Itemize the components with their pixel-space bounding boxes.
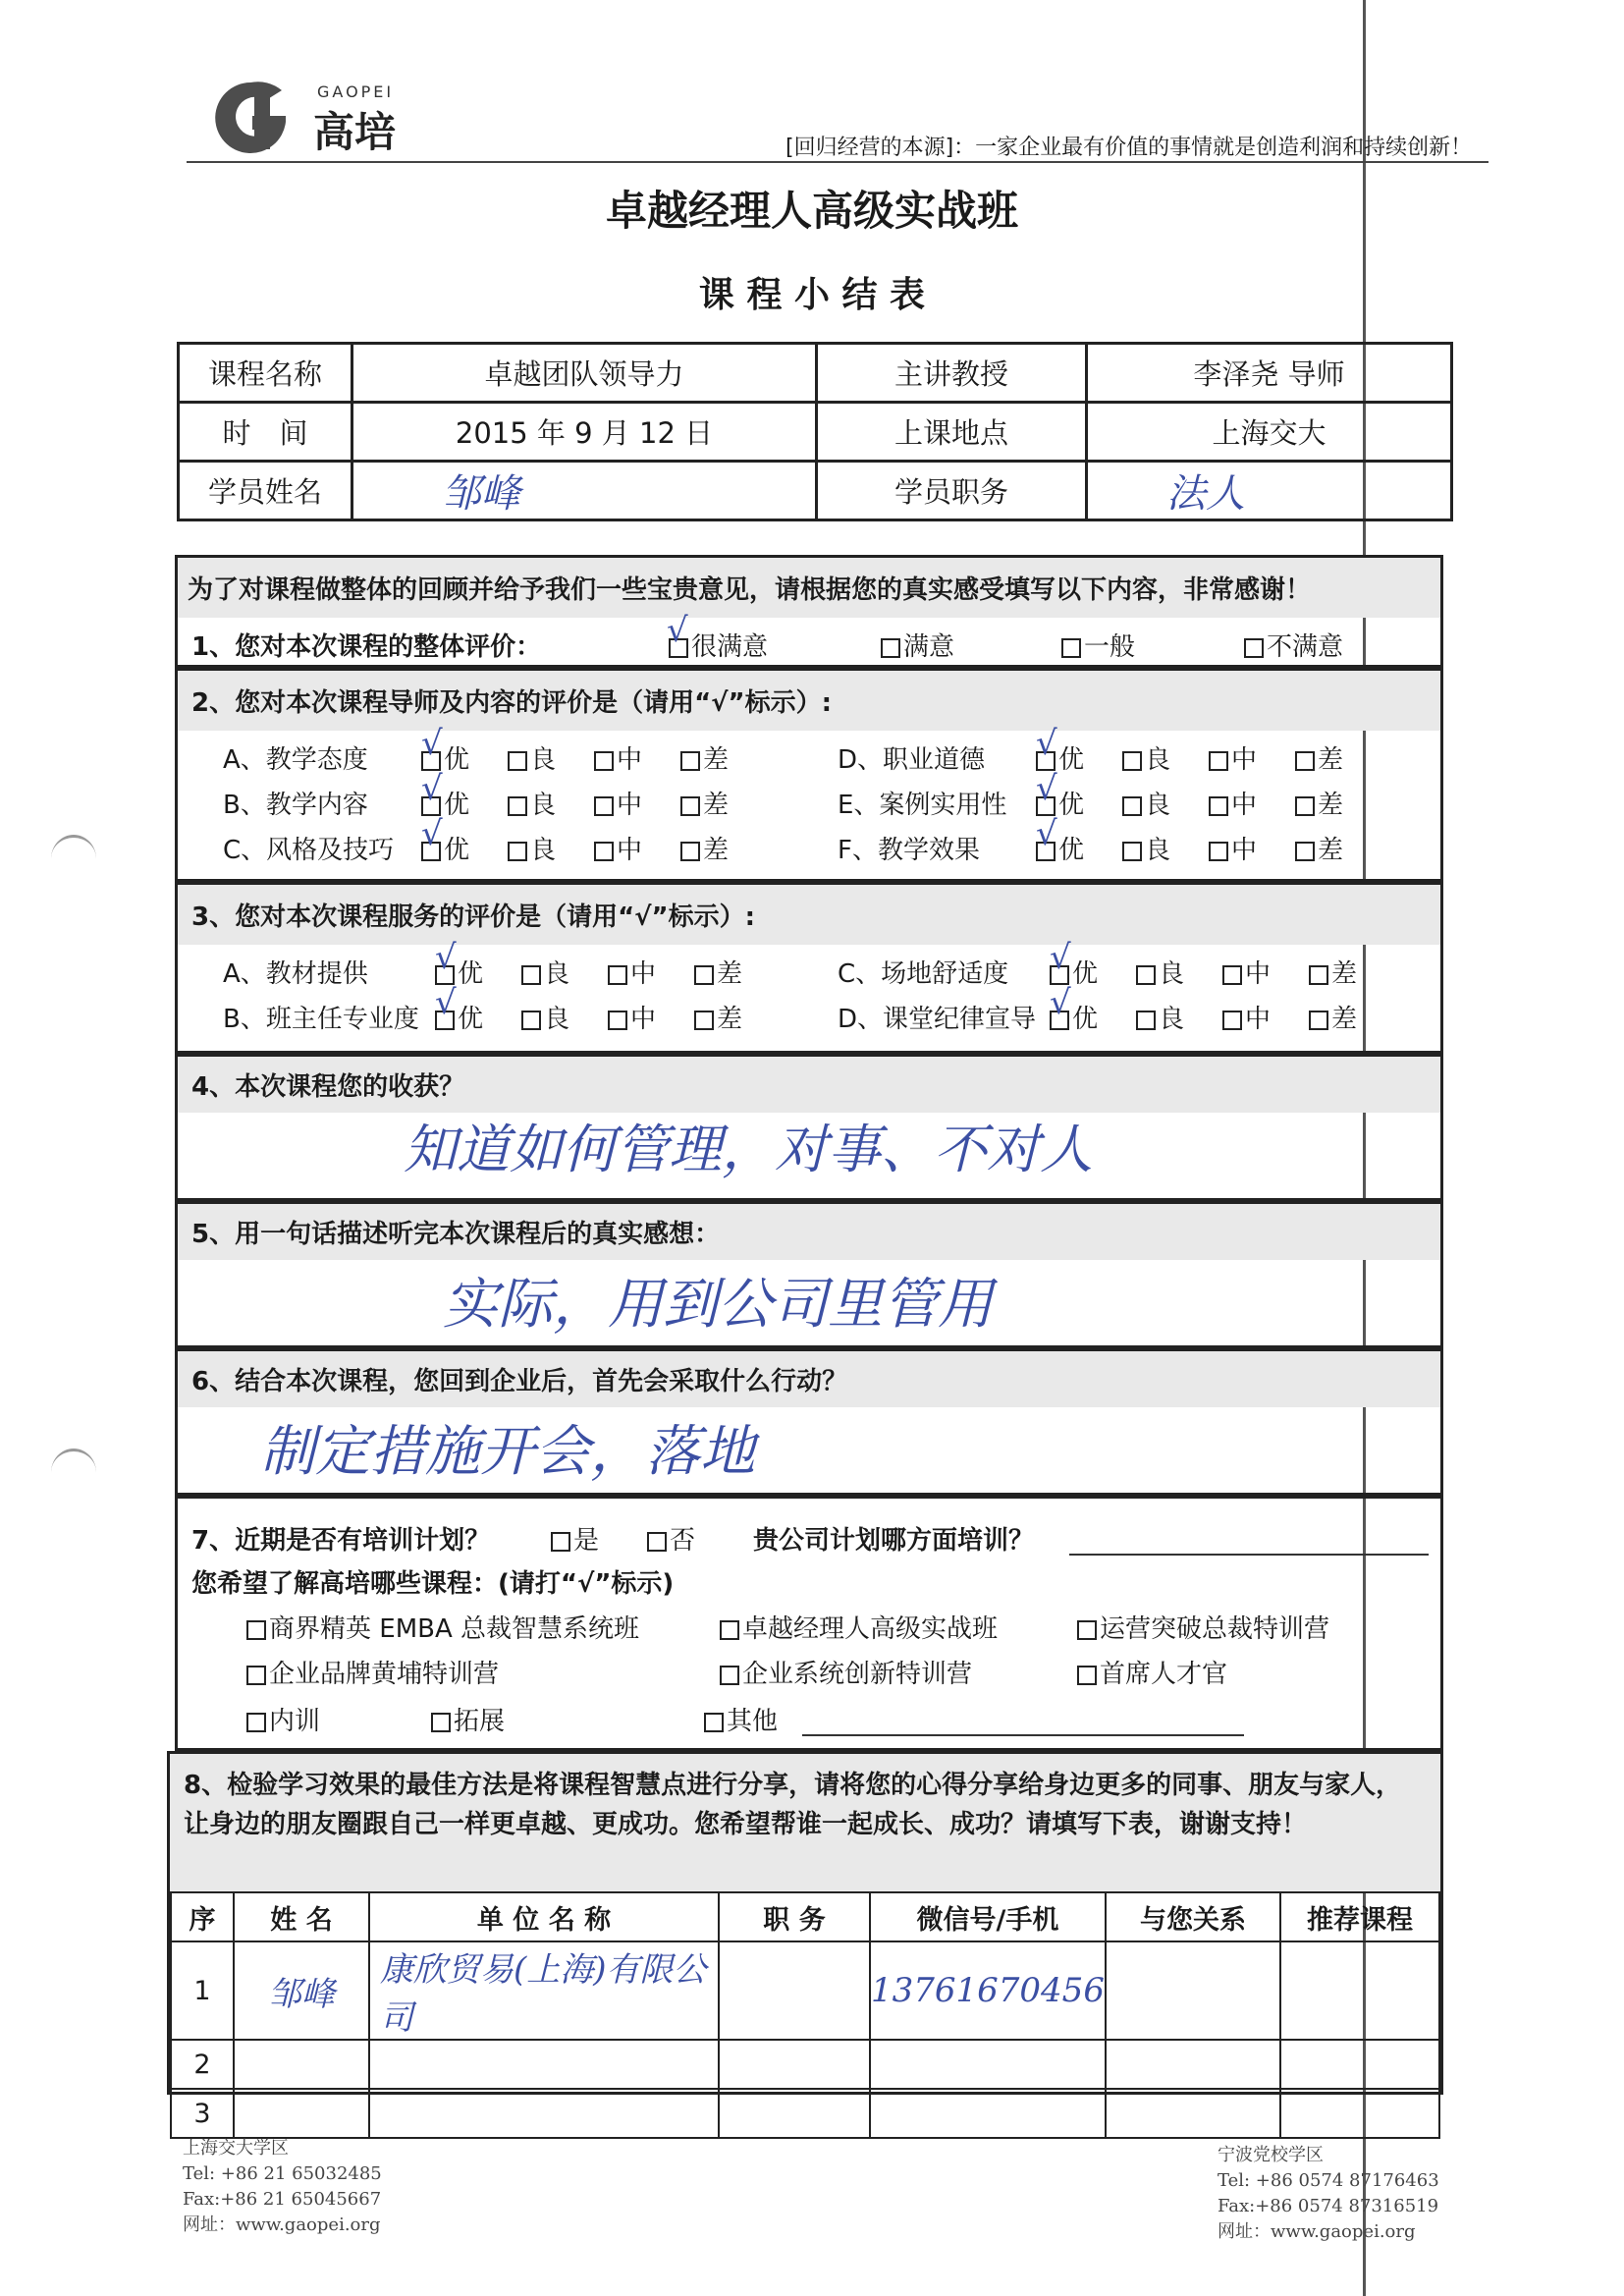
q3-grade-fair[interactable]: 中	[1222, 999, 1271, 1035]
student-value: 邹峰	[352, 462, 817, 520]
q3-grade-fair[interactable]: 中	[608, 954, 656, 990]
footer-left-tel: Tel: +86 21 65032485	[183, 2163, 382, 2184]
course-talent[interactable]: 首席人才官	[1077, 1654, 1227, 1690]
header-job: 职 务	[719, 1892, 870, 1941]
q3-item-label: D、课堂纪律宣导	[838, 1005, 1037, 1034]
referral-cell-phone[interactable]	[870, 2040, 1106, 2089]
course-manager[interactable]: 卓越经理人高级实战班	[720, 1609, 998, 1645]
q3-grade-good[interactable]: 良	[1136, 954, 1184, 990]
logo-en: GAOPEI	[317, 82, 395, 101]
q3-item-label: C、场地舒适度	[838, 959, 1009, 989]
q2-grade-poor[interactable]: 差	[1295, 739, 1343, 776]
q3-checkmark: √	[1050, 938, 1071, 977]
course-innovation[interactable]: 企业系统创新特训营	[720, 1654, 972, 1690]
q3-item-label: B、班主任专业度	[223, 1005, 419, 1034]
q4-answer: 知道如何管理，对事、不对人	[404, 1119, 1093, 1180]
q3-grade-poor[interactable]: 差	[1309, 954, 1357, 990]
referral-cell-name[interactable]	[234, 2040, 369, 2089]
referral-cell-phone[interactable]: 13761670456	[870, 1941, 1106, 2040]
course-operations[interactable]: 运营突破总裁特训营	[1077, 1609, 1329, 1645]
header-name: 姓 名	[234, 1892, 369, 1941]
q2-checkmark: √	[1036, 814, 1057, 853]
section-q4	[175, 1054, 1443, 1201]
time-value: 2015 年 9 月 12 日	[352, 403, 817, 462]
q2-grade-good[interactable]: 良	[508, 785, 556, 821]
job-value: 法人	[1087, 462, 1452, 520]
q7-want-label: 您希望了解高培哪些课程：(请打“√”标示)	[191, 1569, 675, 1599]
table-row	[171, 2040, 1439, 2089]
referral-cell-course[interactable]	[1280, 2089, 1439, 2138]
footer-left-fax: Fax:+86 21 65045667	[183, 2189, 382, 2210]
q2-grade-fair[interactable]: 中	[594, 739, 642, 776]
q2-grade-poor[interactable]: 差	[680, 739, 729, 776]
q2-grade-poor[interactable]: 差	[1295, 785, 1343, 821]
course-outward[interactable]: 拓展	[431, 1701, 505, 1737]
student-label: 学员姓名	[179, 462, 352, 520]
referral-cell-course[interactable]	[1280, 2040, 1439, 2089]
header-no: 序	[171, 1892, 234, 1941]
header-phone: 微信号/手机	[870, 1892, 1106, 1941]
course-other[interactable]: 其他	[704, 1701, 778, 1737]
q2-item-label: F、教学效果	[838, 836, 980, 865]
q2-checkmark: √	[421, 769, 443, 808]
referral-cell-name[interactable]	[234, 2089, 369, 2138]
course-brand[interactable]: 企业品牌黄埔特训营	[246, 1654, 499, 1690]
q2-grade-good[interactable]: 良	[1122, 830, 1170, 866]
q3-grade-excellent[interactable]: 优	[1050, 954, 1098, 990]
section-q7	[175, 1496, 1443, 1751]
q2-grade-poor[interactable]: 差	[1295, 830, 1343, 866]
q2-grade-excellent[interactable]: 优	[1036, 739, 1084, 776]
time-label: 时 间	[179, 403, 352, 462]
q2-grade-fair[interactable]: 中	[1209, 739, 1257, 776]
q3-grade-excellent[interactable]: 优	[435, 999, 483, 1035]
q7-plan-label: 贵公司计划哪方面培训？	[753, 1526, 1035, 1556]
footer-right-web[interactable]: 网址：www.gaopei.org	[1218, 2221, 1416, 2242]
referral-cell-relation[interactable]	[1106, 1941, 1280, 2040]
footer-left-campus: 上海交大学区	[183, 2138, 289, 2159]
teacher-value: 李泽尧 导师	[1087, 344, 1452, 403]
q2-grade-excellent[interactable]: 优	[421, 785, 469, 821]
punch-hole-bottom	[51, 1449, 96, 1497]
q7-no[interactable]: 否	[647, 1520, 695, 1557]
q2-grade-fair[interactable]: 中	[594, 785, 642, 821]
referral-cell-job[interactable]	[719, 2040, 870, 2089]
q3-checkmark: √	[435, 938, 457, 977]
intro-text: 为了对课程做整体的回顾并给予我们一些宝贵意见，请根据您的真实感受填写以下内容，非常感谢！	[178, 558, 1440, 618]
course-value: 卓越团队领导力	[352, 344, 817, 403]
q2-item-label: E、案例实用性	[838, 791, 1007, 820]
q6-answer: 制定措施开会，落地	[260, 1420, 755, 1484]
table-row	[171, 2089, 1439, 2138]
q2-grade-good[interactable]: 良	[508, 739, 556, 776]
q1-option-unsatisfied[interactable]: 不满意	[1244, 627, 1343, 663]
referral-cell-relation[interactable]	[1106, 2089, 1280, 2138]
q3-grade-good[interactable]: 良	[521, 999, 569, 1035]
page-subtitle: 课 程 小 结 表	[698, 275, 926, 315]
q2-item-label: D、职业道德	[838, 745, 986, 775]
header-relation: 与您关系	[1106, 1892, 1280, 1941]
q2-grade-excellent[interactable]: 优	[1036, 785, 1084, 821]
section-q6	[175, 1348, 1443, 1496]
course-label: 课程名称	[179, 344, 352, 403]
q2-grade-poor[interactable]: 差	[680, 785, 729, 821]
q3-grade-excellent[interactable]: 优	[435, 954, 483, 990]
referral-cell-company[interactable]: 康欣贸易(上海)有限公司	[369, 1941, 719, 2040]
referral-cell-no: 3	[171, 2089, 234, 2138]
footer-left	[183, 2136, 382, 2238]
teacher-label: 主讲教授	[817, 344, 1087, 403]
table-row	[171, 1941, 1439, 2040]
referral-cell-job[interactable]	[719, 1941, 870, 2040]
logo-g-icon	[191, 77, 309, 157]
place-label: 上课地点	[817, 403, 1087, 462]
course-inhouse[interactable]: 内训	[246, 1701, 320, 1737]
footer-right-campus: 宁波党校学区	[1218, 2145, 1324, 2165]
q2-grade-excellent[interactable]: 优	[1036, 830, 1084, 866]
q3-checkmark: √	[1050, 983, 1071, 1022]
q3-grade-poor[interactable]: 差	[1309, 999, 1357, 1035]
q2-grade-poor[interactable]: 差	[680, 830, 729, 866]
q6-label: 6、结合本次课程，您回到企业后，首先会采取什么行动？	[178, 1351, 1440, 1407]
course-other-line[interactable]	[802, 1734, 1244, 1736]
q2-label: 2、您对本次课程导师及内容的评价是（请用“√”标示）:	[178, 671, 1440, 731]
q2-grade-excellent[interactable]: 优	[421, 830, 469, 866]
section-q8	[167, 1751, 1443, 2129]
job-label: 学员职务	[817, 462, 1087, 520]
q2-item-label: C、风格及技巧	[223, 836, 395, 865]
course-info-table	[177, 342, 1453, 521]
q3-grade-good[interactable]: 良	[521, 954, 569, 990]
footer-right	[1218, 2143, 1439, 2245]
q2-item-label: A、教学态度	[223, 745, 368, 775]
referral-cell-relation[interactable]	[1106, 2040, 1280, 2089]
section-intro-q1	[175, 555, 1443, 668]
referral-cell-no: 1	[171, 1941, 234, 2040]
q5-label: 5、用一句话描述听完本次课程后的真实感想：	[178, 1204, 1440, 1260]
q3-label: 3、您对本次课程服务的评价是（请用“√”标示）:	[178, 885, 1440, 945]
q2-grade-excellent[interactable]: 优	[421, 739, 469, 776]
footer-left-web[interactable]: 网址：www.gaopei.org	[183, 2214, 381, 2235]
q2-grade-good[interactable]: 良	[1122, 785, 1170, 821]
q3-grade-poor[interactable]: 差	[694, 954, 742, 990]
slogan: [回归经营的本源]：一家企业最有价值的事情就是创造利润和持续创新！	[785, 136, 1473, 160]
punch-hole-top	[51, 835, 96, 883]
referral-cell-name[interactable]: 邹峰	[234, 1941, 369, 2040]
q2-grade-good[interactable]: 良	[1122, 739, 1170, 776]
referral-cell-company[interactable]	[369, 2089, 719, 2138]
q7-plan-line[interactable]	[1069, 1554, 1429, 1556]
referral-cell-course[interactable]	[1280, 1941, 1439, 2040]
q1-label: 1、您对本次课程的整体评价：	[191, 632, 542, 662]
referral-header-row	[171, 1892, 1439, 1941]
course-emba[interactable]: 商界精英 EMBA 总裁智慧系统班	[246, 1609, 639, 1645]
q2-checkmark: √	[421, 724, 443, 763]
referral-table	[170, 1891, 1440, 2139]
q4-label: 4、本次课程您的收获？	[178, 1057, 1440, 1113]
q2-checkmark: √	[421, 814, 443, 853]
header-course: 推荐课程	[1280, 1892, 1439, 1941]
section-q5	[175, 1201, 1443, 1348]
q3-grade-good[interactable]: 良	[1136, 999, 1184, 1035]
q1-option-satisfied[interactable]: 满意	[881, 627, 954, 663]
referral-cell-phone[interactable]	[870, 2089, 1106, 2138]
referral-cell-no: 2	[171, 2040, 234, 2089]
q2-grade-good[interactable]: 良	[508, 830, 556, 866]
q2-checkmark: √	[1036, 724, 1057, 763]
header-rule	[187, 161, 1489, 163]
q3-grade-poor[interactable]: 差	[694, 999, 742, 1035]
q8-text: 8、检验学习效果的最佳方法是将课程智慧点进行分享，请将您的心得分享给身边更多的同事、朋友与家人，让身边的朋友圈跟自己一样更卓越、更成功。您希望帮谁一起成长、成功？请填写下表，谢谢支持！	[170, 1754, 1440, 1891]
q2-checkmark: √	[1036, 769, 1057, 808]
q3-grade-excellent[interactable]: 优	[1050, 999, 1098, 1035]
q3-grade-fair[interactable]: 中	[608, 999, 656, 1035]
footer-right-tel: Tel: +86 0574 87176463	[1218, 2170, 1439, 2191]
q1-option-average[interactable]: 一般	[1061, 627, 1135, 663]
section-q3	[175, 882, 1443, 1054]
logo	[191, 77, 447, 157]
section-q2	[175, 668, 1443, 882]
referral-cell-job[interactable]	[719, 2089, 870, 2138]
q7-yes[interactable]: 是	[551, 1520, 599, 1557]
q1-option-very-satisfied[interactable]: 很满意	[669, 627, 768, 663]
q2-grade-fair[interactable]: 中	[1209, 830, 1257, 866]
q2-grade-fair[interactable]: 中	[1209, 785, 1257, 821]
q2-item-label: B、教学内容	[223, 791, 368, 820]
q3-checkmark: √	[435, 983, 457, 1022]
q3-grade-fair[interactable]: 中	[1222, 954, 1271, 990]
footer-right-fax: Fax:+86 0574 87316519	[1218, 2196, 1439, 2216]
place-value: 上海交大	[1087, 403, 1452, 462]
logo-cn: 高培	[313, 108, 397, 156]
q5-answer: 实际，用到公司里管用	[443, 1273, 993, 1337]
header-company: 单 位 名 称	[369, 1892, 719, 1941]
page-title: 卓越经理人高级实战班	[605, 187, 1018, 235]
q1-checkmark: √	[667, 611, 688, 650]
referral-cell-company[interactable]	[369, 2040, 719, 2089]
q2-grade-fair[interactable]: 中	[594, 830, 642, 866]
q7-label: 7、近期是否有培训计划？	[191, 1526, 491, 1556]
q3-item-label: A、教材提供	[223, 959, 368, 989]
